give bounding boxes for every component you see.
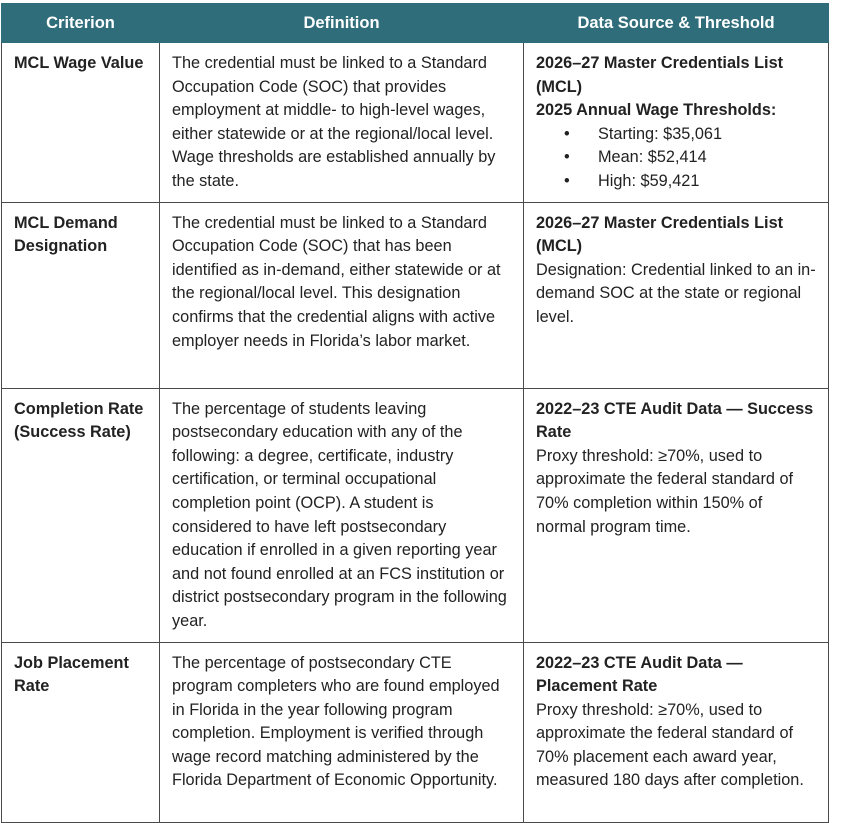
definition-cell: The credential must be linked to a Standard Occupation Code (SOC) that has been identified as in-demand, either statewide or at the regional/local level. This designation confirms that the credential aligns with active employer needs in Florida’s labor market. — [160, 202, 524, 388]
threshold-list — [536, 123, 816, 194]
criteria-table — [1, 3, 829, 823]
table-row — [2, 388, 829, 642]
header-source: Data Source & Threshold — [524, 4, 829, 43]
source-title: 2026–27 Master Credentials List (MCL) — [536, 213, 784, 256]
source-title: 2022–23 CTE Audit Data — Success Rate — [536, 399, 814, 442]
definition-cell: The credential must be linked to a Standard Occupation Code (SOC) that provides employment at middle- to high-level wages, either statewide or at the regional/local level. Wage thresholds are established annually by the state. — [160, 43, 524, 203]
source-cell — [524, 388, 829, 642]
header-criterion: Criterion — [2, 4, 160, 43]
table-row — [2, 642, 829, 822]
header-row — [2, 4, 829, 43]
table-row — [2, 202, 829, 388]
threshold-item: • Starting: $35,061 — [536, 123, 816, 147]
threshold-item: • Mean: $52,414 — [536, 146, 816, 170]
criterion-cell: MCL Demand Designation — [2, 202, 160, 388]
source-text: Proxy threshold: ≥70%, used to approximate the federal standard of 70% completion within 150% of normal program time. — [536, 446, 794, 536]
header-definition: Definition — [160, 4, 524, 43]
criterion-cell: Job Placement Rate — [2, 642, 160, 822]
table-row — [2, 43, 829, 203]
source-cell — [524, 642, 829, 822]
source-cell — [524, 43, 829, 203]
source-subtitle: 2025 Annual Wage Thresholds: — [536, 101, 777, 120]
source-title: 2022–23 CTE Audit Data — Placement Rate — [536, 653, 743, 696]
source-cell — [524, 202, 829, 388]
criterion-cell: Completion Rate (Success Rate) — [2, 388, 160, 642]
source-text: Designation: Credential linked to an in-demand SOC at the state or regional level. — [536, 260, 816, 326]
threshold-item: • High: $59,421 — [536, 170, 816, 194]
criterion-cell: MCL Wage Value — [2, 43, 160, 203]
source-text: Proxy threshold: ≥70%, used to approximate the federal standard of 70% placement each award year, measured 180 days after completion. — [536, 700, 804, 790]
definition-cell: The percentage of postsecondary CTE program completers who are found employed in Florida in the year following program completion. Employment is verified through wage record matching administered by the Florida Department of Economic Opportunity. — [160, 642, 524, 822]
definition-cell: The percentage of students leaving postsecondary education with any of the following: a degree, certificate, industry certification, or terminal occupational completion point (OCP). A student is considered to have left postsecondary education if enrolled in a given reporting year and not found enrolled at an FCS institution or district postsecondary program in the following year. — [160, 388, 524, 642]
source-title: 2026–27 Master Credentials List (MCL) — [536, 54, 784, 96]
